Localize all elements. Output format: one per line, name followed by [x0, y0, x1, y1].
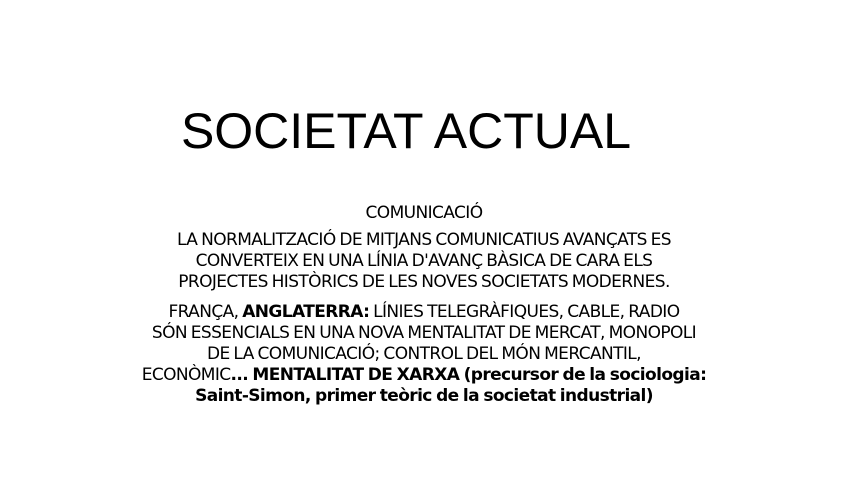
text-franca: FRANÇA,: [168, 302, 243, 322]
paragraph2-line: Saint-Simon, primer teòric de la societat industrial): [195, 386, 653, 406]
text-economic: ECONÒMIC: [141, 365, 231, 385]
paragraph2-line: SÓN ESSENCIALS EN UNA NOVA MENTALITAT DE MERCAT, MONOPOLI: [151, 323, 697, 343]
slide-body: [60, 203, 788, 407]
paragraph2-line: [60, 302, 788, 323]
paragraph1-line: CONVERTEIX EN UNA LÍNIA D'AVANÇ BÀSICA DE CARA ELS: [195, 251, 653, 271]
paragraph-telegraph: [60, 302, 788, 407]
paragraph1-line: PROJECTES HISTÒRICS DE LES NOVES SOCIETATS MODERNES.: [178, 272, 670, 292]
slide-title: SOCIETAT ACTUAL: [180, 103, 632, 159]
paragraph1-line: LA NORMALITZACIÓ DE MITJANS COMUNICATIUS AVANÇATS ES: [176, 230, 671, 250]
paragraph2-line: DE LA COMUNICACIÓ; CONTROL DEL MÓN MERCANTIL,: [207, 344, 641, 364]
text-mentalitat-xarxa: ... MENTALITAT DE XARXA (precursor de la sociologia:: [230, 365, 707, 385]
paragraph-normalization: [60, 230, 788, 293]
text-lines-cable-radio: LÍNIES TELEGRÀFIQUES, CABLE, RADIO: [369, 302, 680, 322]
paragraph2-line: [60, 365, 788, 386]
section-heading: COMUNICACIÓ: [365, 203, 483, 223]
text-anglaterra: ANGLATERRA:: [242, 302, 370, 322]
